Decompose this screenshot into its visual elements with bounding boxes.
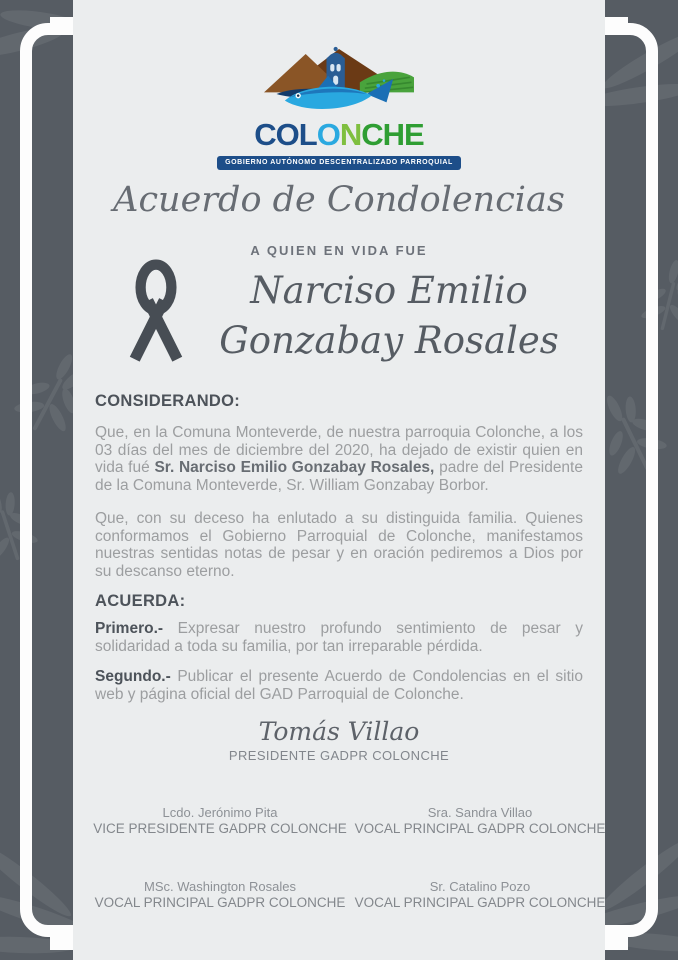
wordmark-letter: H — [382, 117, 405, 152]
official-name: Sra. Sandra Villao — [427, 805, 533, 820]
clause-segundo — [95, 668, 583, 703]
wordmark-letter: E — [404, 117, 424, 152]
mourning-ribbon-icon — [119, 258, 193, 368]
memorial-row — [0, 258, 678, 368]
signature-row-2 — [90, 880, 610, 910]
clause-primero — [95, 620, 583, 655]
acuerda-heading: ACUERDA: — [95, 592, 186, 610]
logo-banner: GOBIERNO AUTÓNOMO DESCENTRALIZADO PARROQUIAL — [217, 156, 461, 170]
document-title: Acuerdo de Condolencias — [113, 180, 565, 220]
deceased-name-inline: Sr. Narciso Emilio Gonzabay Rosales, — [154, 459, 435, 477]
considerando-paragraph-2: Que, con su deceso ha enlutado a su distinguida familia. Quienes conformamos el Gobierno Parroquial de Colonche, manifestamos nuestras sentidas notas de pesar y en oración pediremos a Dios por su descanso eterno. — [95, 510, 583, 580]
paragraph-text: padre del Presidente de la Comuna Monteverde, Sr. William Gonzabay Borbor. — [95, 459, 583, 494]
signature-block-vocal-2 — [90, 880, 350, 910]
signature-row-1 — [90, 806, 610, 836]
document-subtitle: A QUIEN EN VIDA FUE — [250, 243, 428, 258]
signature-block-vocal-1 — [350, 806, 610, 836]
wordmark-letter: O — [275, 117, 299, 152]
official-name: MSc. Washington Rosales — [144, 879, 296, 894]
paragraph-text: Que, en la Comuna Monteverde, de nuestra parroquia Colonche, a los 03 días del mes de diciembre del 2020, ha dejado de existir quien en vida fué — [95, 424, 583, 477]
president-title: PRESIDENTE GADPR COLONCHE — [228, 748, 450, 763]
signature-block-vicepresident — [90, 806, 350, 836]
considerando-paragraph-1 — [95, 424, 583, 494]
wordmark-letter: N — [339, 117, 362, 152]
colonche-logo — [0, 44, 678, 170]
deceased-name — [219, 258, 559, 366]
deceased-name-line2: Gonzabay Rosales — [219, 319, 559, 362]
clause-lead: Segundo.- — [95, 668, 171, 685]
official-title: VOCAL PRINCIPAL GADPR COLONCHE — [94, 894, 346, 910]
official-title: VICE PRESIDENTE GADPR COLONCHE — [93, 820, 347, 836]
deceased-name-line1: Narciso Emilio — [250, 269, 528, 312]
signature-block-vocal-3 — [350, 880, 610, 910]
logo-wordmark — [0, 119, 678, 151]
wordmark-letter: O — [316, 117, 340, 152]
wordmark-letter: C — [361, 117, 383, 152]
official-name: Lcdo. Jerónimo Pita — [162, 805, 278, 820]
colonche-emblem-icon — [254, 44, 424, 114]
official-name: Sr. Catalino Pozo — [429, 879, 531, 894]
wordmark-letter: C — [254, 117, 276, 152]
wordmark-letter: L — [298, 117, 317, 152]
clause-text: Publicar el presente Acuerdo de Condolencias en el sitio web y página oficial del GAD Parroquial de Colonche. — [95, 668, 583, 703]
official-title: VOCAL PRINCIPAL GADPR COLONCHE — [354, 820, 606, 836]
clause-lead: Primero.- — [95, 620, 164, 637]
clause-text: Expresar nuestro profundo sentimiento de pesar y solidaridad a toda su familia, por tan irreparable pérdida. — [95, 620, 583, 655]
considerando-heading: CONSIDERANDO: — [95, 392, 241, 410]
president-name: Tomás Villao — [258, 717, 420, 746]
president-signature — [0, 718, 678, 763]
official-title: VOCAL PRINCIPAL GADPR COLONCHE — [354, 894, 606, 910]
